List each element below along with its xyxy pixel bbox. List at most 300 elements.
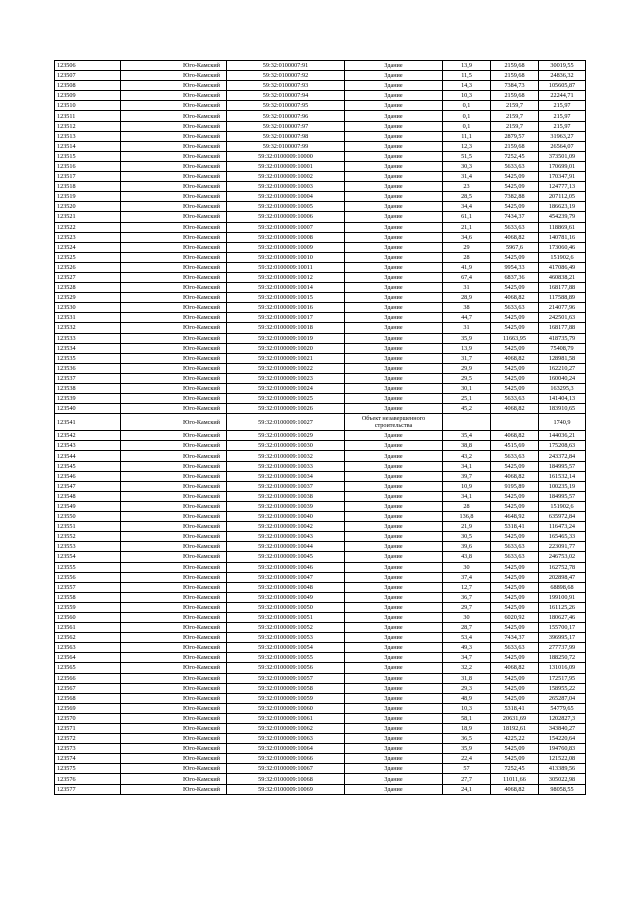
region-name: Юго-Камский: [121, 81, 227, 91]
cadastral-value: 199100,91: [539, 592, 586, 602]
table-row: [55, 461, 586, 471]
row-number: 123527: [55, 272, 121, 282]
cadastral-number: 59:32:0100009:10010: [227, 252, 345, 262]
table-row: [55, 272, 586, 282]
table-row: [55, 192, 586, 202]
object-type: Здание: [345, 431, 443, 441]
table-row: [55, 323, 586, 333]
row-number: 123556: [55, 572, 121, 582]
cadastral-number: 59:32:0100009:10026: [227, 404, 345, 414]
cadastral-value: 170699,01: [539, 161, 586, 171]
cadastral-value: 343840,27: [539, 724, 586, 734]
area-value: 14,3: [443, 81, 491, 91]
table-row: [55, 404, 586, 414]
region-name: Юго-Камский: [121, 491, 227, 501]
row-number: 123551: [55, 522, 121, 532]
unit-value: 5425,09: [491, 313, 539, 323]
cadastral-value: 305022,98: [539, 774, 586, 784]
row-number: 123568: [55, 693, 121, 703]
unit-value: 2159,7: [491, 121, 539, 131]
area-value: 29,5: [443, 373, 491, 383]
cadastral-value: 100235,19: [539, 481, 586, 491]
region-name: Юго-Камский: [121, 734, 227, 744]
unit-value: 4068,82: [491, 663, 539, 673]
cadastral-value: 163295,3: [539, 384, 586, 394]
table-row: [55, 653, 586, 663]
cadastral-number: 59:32:0100009:10014: [227, 283, 345, 293]
area-value: 35,9: [443, 333, 491, 343]
cadastral-number: 59:32:0100009:10007: [227, 222, 345, 232]
unit-value: [491, 414, 539, 431]
row-number: 123571: [55, 724, 121, 734]
area-value: 28: [443, 252, 491, 262]
unit-value: 11011,66: [491, 774, 539, 784]
area-value: 28,7: [443, 623, 491, 633]
region-name: Юго-Камский: [121, 542, 227, 552]
cadastral-number: 59:32:0100009:10017: [227, 313, 345, 323]
cadastral-value: 277737,99: [539, 643, 586, 653]
object-type: Здание: [345, 673, 443, 683]
region-name: Юго-Камский: [121, 313, 227, 323]
cadastral-number: 59:32:0100009:10058: [227, 683, 345, 693]
table-row: [55, 693, 586, 703]
row-number: 123575: [55, 764, 121, 774]
region-name: Юго-Камский: [121, 562, 227, 572]
area-value: 136,8: [443, 512, 491, 522]
cadastral-number: 59:32:0100009:10054: [227, 643, 345, 653]
unit-value: 5967,6: [491, 242, 539, 252]
region-name: Юго-Камский: [121, 323, 227, 333]
cadastral-value: 105605,87: [539, 81, 586, 91]
cadastral-value: 170347,91: [539, 172, 586, 182]
object-type: Здание: [345, 592, 443, 602]
object-type: Здание: [345, 734, 443, 744]
area-value: 18,9: [443, 724, 491, 734]
area-value: 39,6: [443, 542, 491, 552]
row-number: 123572: [55, 734, 121, 744]
object-type: Здание: [345, 323, 443, 333]
object-type: Здание: [345, 764, 443, 774]
region-name: Юго-Камский: [121, 343, 227, 353]
table-row: [55, 542, 586, 552]
object-type: Здание: [345, 653, 443, 663]
unit-value: 4068,82: [491, 232, 539, 242]
unit-value: 5633,63: [491, 542, 539, 552]
object-type: Здание: [345, 313, 443, 323]
cadastral-number: 59:32:0100007:95: [227, 101, 345, 111]
area-value: 24,1: [443, 784, 491, 794]
region-name: Юго-Камский: [121, 272, 227, 282]
row-number: 123537: [55, 373, 121, 383]
region-name: Юго-Камский: [121, 283, 227, 293]
region-name: Юго-Камский: [121, 532, 227, 542]
region-name: Юго-Камский: [121, 441, 227, 451]
row-number: 123526: [55, 262, 121, 272]
region-name: Юго-Камский: [121, 333, 227, 343]
table-row: [55, 202, 586, 212]
cadastral-number: 59:32:0100009:10052: [227, 623, 345, 633]
unit-value: 5425,09: [491, 172, 539, 182]
table-row: [55, 343, 586, 353]
unit-value: 5633,63: [491, 643, 539, 653]
area-value: 35,9: [443, 744, 491, 754]
region-name: Юго-Камский: [121, 471, 227, 481]
area-value: 61,1: [443, 212, 491, 222]
unit-value: 5425,09: [491, 582, 539, 592]
object-type: Здание: [345, 61, 443, 71]
cadastral-value: 68898,68: [539, 582, 586, 592]
cadastral-number: 59:32:0100009:10064: [227, 744, 345, 754]
cadastral-number: 59:32:0100009:10029: [227, 431, 345, 441]
cadastral-number: 59:32:0100009:10024: [227, 384, 345, 394]
region-name: Юго-Камский: [121, 522, 227, 532]
cadastral-number: 59:32:0100009:10011: [227, 262, 345, 272]
object-type: Здание: [345, 744, 443, 754]
area-value: 36,7: [443, 592, 491, 602]
region-name: Юго-Камский: [121, 724, 227, 734]
cadastral-number: 59:32:0100009:10050: [227, 602, 345, 612]
table-row: [55, 373, 586, 383]
area-value: 43,8: [443, 552, 491, 562]
region-name: Юго-Камский: [121, 512, 227, 522]
cadastral-number: 59:32:0100009:10062: [227, 724, 345, 734]
area-value: 13,9: [443, 61, 491, 71]
region-name: Юго-Камский: [121, 461, 227, 471]
table-row: [55, 532, 586, 542]
row-number: 123517: [55, 172, 121, 182]
cadastral-value: 26564,07: [539, 141, 586, 151]
area-value: 10,3: [443, 703, 491, 713]
cadastral-value: 215,97: [539, 111, 586, 121]
area-value: 53,4: [443, 633, 491, 643]
row-number: 123573: [55, 744, 121, 754]
object-type: Здание: [345, 522, 443, 532]
cadastral-value: 188250,72: [539, 653, 586, 663]
region-name: Юго-Камский: [121, 394, 227, 404]
object-type: Здание: [345, 111, 443, 121]
region-name: Юго-Камский: [121, 242, 227, 252]
cadastral-number: 59:32:0100009:10060: [227, 703, 345, 713]
area-value: 10,9: [443, 481, 491, 491]
table-row: [55, 602, 586, 612]
table-row: [55, 232, 586, 242]
cadastral-number: 59:32:0100009:10018: [227, 323, 345, 333]
row-number: 123554: [55, 552, 121, 562]
row-number: 123508: [55, 81, 121, 91]
table-row: [55, 262, 586, 272]
cadastral-number: 59:32:0100009:10051: [227, 612, 345, 622]
area-value: 31,7: [443, 353, 491, 363]
object-type: Здание: [345, 623, 443, 633]
unit-value: 5425,09: [491, 572, 539, 582]
row-number: 123561: [55, 623, 121, 633]
region-name: Юго-Камский: [121, 101, 227, 111]
table-row: [55, 161, 586, 171]
unit-value: 5633,63: [491, 451, 539, 461]
cadastral-value: 180627,46: [539, 612, 586, 622]
row-number: 123545: [55, 461, 121, 471]
table-row: [55, 451, 586, 461]
region-name: Юго-Камский: [121, 623, 227, 633]
cadastral-number: 59:32:0100007:98: [227, 131, 345, 141]
unit-value: 5425,09: [491, 744, 539, 754]
cadastral-number: 59:32:0100007:93: [227, 81, 345, 91]
row-number: 123520: [55, 202, 121, 212]
row-number: 123546: [55, 471, 121, 481]
unit-value: 5425,09: [491, 202, 539, 212]
object-type: Здание: [345, 542, 443, 552]
object-type: Здание: [345, 404, 443, 414]
area-value: 57: [443, 764, 491, 774]
cadastral-number: 59:32:0100009:10069: [227, 784, 345, 794]
row-number: 123563: [55, 643, 121, 653]
row-number: 123530: [55, 303, 121, 313]
cadastral-number: 59:32:0100009:10055: [227, 653, 345, 663]
cadastral-value: 373501,09: [539, 151, 586, 161]
row-number: 123552: [55, 532, 121, 542]
table-row: [55, 592, 586, 602]
unit-value: 7434,37: [491, 212, 539, 222]
cadastral-value: 54779,65: [539, 703, 586, 713]
table-row: [55, 81, 586, 91]
cadastral-value: 161532,14: [539, 471, 586, 481]
table-row: [55, 252, 586, 262]
unit-value: 9195,89: [491, 481, 539, 491]
cadastral-value: 165465,33: [539, 532, 586, 542]
row-number: 123533: [55, 333, 121, 343]
region-name: Юго-Камский: [121, 202, 227, 212]
cadastral-number: 59:32:0100009:10037: [227, 481, 345, 491]
row-number: 123549: [55, 501, 121, 511]
table-row: [55, 431, 586, 441]
unit-value: 4068,82: [491, 293, 539, 303]
region-name: Юго-Камский: [121, 764, 227, 774]
row-number: 123513: [55, 131, 121, 141]
cadastral-value: 172517,95: [539, 673, 586, 683]
object-type: Здание: [345, 343, 443, 353]
object-type: Здание: [345, 754, 443, 764]
object-type: Здание: [345, 272, 443, 282]
cadastral-value: 117588,89: [539, 293, 586, 303]
cadastral-number: 59:32:0100007:92: [227, 71, 345, 81]
object-type: Здание: [345, 441, 443, 451]
table-row: [55, 303, 586, 313]
object-type: Здание: [345, 363, 443, 373]
object-type: Здание: [345, 303, 443, 313]
cadastral-number: 59:32:0100009:10033: [227, 461, 345, 471]
area-value: 11,5: [443, 71, 491, 81]
cadastral-value: 215,97: [539, 121, 586, 131]
cadastral-number: 59:32:0100009:10048: [227, 582, 345, 592]
object-type: Здание: [345, 451, 443, 461]
cadastral-number: 59:32:0100009:10034: [227, 471, 345, 481]
cadastral-number: 59:32:0100007:94: [227, 91, 345, 101]
unit-value: 5425,09: [491, 683, 539, 693]
table-row: [55, 283, 586, 293]
unit-value: 5425,09: [491, 343, 539, 353]
row-number: 123506: [55, 61, 121, 71]
row-number: 123539: [55, 394, 121, 404]
cadastral-number: 59:32:0100009:10046: [227, 562, 345, 572]
table-row: [55, 612, 586, 622]
unit-value: 11663,95: [491, 333, 539, 343]
area-value: 34,1: [443, 461, 491, 471]
table-row: [55, 663, 586, 673]
row-number: 123562: [55, 633, 121, 643]
area-value: 39,7: [443, 471, 491, 481]
cadastral-value: 207112,05: [539, 192, 586, 202]
data-table: [54, 60, 586, 795]
area-value: 36,5: [443, 734, 491, 744]
region-name: Юго-Камский: [121, 703, 227, 713]
row-number: 123543: [55, 441, 121, 451]
region-name: Юго-Камский: [121, 161, 227, 171]
area-value: 28,9: [443, 293, 491, 303]
cadastral-number: 59:32:0100009:10045: [227, 552, 345, 562]
area-value: 38,8: [443, 441, 491, 451]
region-name: Юго-Камский: [121, 222, 227, 232]
unit-value: 5425,09: [491, 323, 539, 333]
cadastral-number: 59:32:0100009:10003: [227, 182, 345, 192]
cadastral-number: 59:32:0100009:10000: [227, 151, 345, 161]
cadastral-value: 417086,49: [539, 262, 586, 272]
table-row: [55, 481, 586, 491]
cadastral-number: 59:32:0100009:10039: [227, 501, 345, 511]
area-value: 58,1: [443, 713, 491, 723]
unit-value: 18192,61: [491, 724, 539, 734]
object-type: Здание: [345, 384, 443, 394]
region-name: Юго-Камский: [121, 232, 227, 242]
area-value: 28,5: [443, 192, 491, 202]
area-value: 12,7: [443, 582, 491, 592]
region-name: Юго-Камский: [121, 61, 227, 71]
area-value: 21,9: [443, 522, 491, 532]
unit-value: 4648,92: [491, 512, 539, 522]
object-type: Здание: [345, 724, 443, 734]
cadastral-value: 151902,6: [539, 501, 586, 511]
cadastral-value: 413389,56: [539, 764, 586, 774]
cadastral-value: 418735,79: [539, 333, 586, 343]
cadastral-value: 162752,78: [539, 562, 586, 572]
cadastral-value: 635972,84: [539, 512, 586, 522]
table-row: [55, 552, 586, 562]
cadastral-value: 161125,26: [539, 602, 586, 612]
cadastral-value: 173060,46: [539, 242, 586, 252]
cadastral-value-table: [54, 60, 585, 795]
row-number: 123538: [55, 384, 121, 394]
unit-value: 5425,09: [491, 562, 539, 572]
object-type: Здание: [345, 161, 443, 171]
region-name: Юго-Камский: [121, 713, 227, 723]
cadastral-value: 160040,24: [539, 373, 586, 383]
object-type: Здание: [345, 121, 443, 131]
cadastral-value: 194760,83: [539, 744, 586, 754]
row-number: 123555: [55, 562, 121, 572]
area-value: 49,3: [443, 643, 491, 653]
table-row: [55, 293, 586, 303]
region-name: Юго-Камский: [121, 451, 227, 461]
cadastral-value: 124777,13: [539, 182, 586, 192]
table-row: [55, 101, 586, 111]
table-row: [55, 522, 586, 532]
region-name: Юго-Камский: [121, 303, 227, 313]
object-type: Здание: [345, 471, 443, 481]
cadastral-value: 128981,58: [539, 353, 586, 363]
table-row: [55, 562, 586, 572]
unit-value: 5425,09: [491, 623, 539, 633]
cadastral-value: 202898,47: [539, 572, 586, 582]
cadastral-number: 59:32:0100009:10047: [227, 572, 345, 582]
region-name: Юго-Камский: [121, 592, 227, 602]
region-name: Юго-Камский: [121, 373, 227, 383]
area-value: 45,2: [443, 404, 491, 414]
row-number: 123557: [55, 582, 121, 592]
cadastral-number: 59:32:0100009:10038: [227, 491, 345, 501]
object-type: Здание: [345, 283, 443, 293]
cadastral-number: 59:32:0100009:10056: [227, 663, 345, 673]
region-name: Юго-Камский: [121, 131, 227, 141]
table-row: [55, 222, 586, 232]
cadastral-number: 59:32:0100007:99: [227, 141, 345, 151]
object-type: Здание: [345, 481, 443, 491]
cadastral-value: 214077,96: [539, 303, 586, 313]
cadastral-value: 243372,84: [539, 451, 586, 461]
table-row: [55, 394, 586, 404]
unit-value: 5425,09: [491, 653, 539, 663]
area-value: 30,5: [443, 532, 491, 542]
row-number: 123515: [55, 151, 121, 161]
table-row: [55, 441, 586, 451]
table-row: [55, 131, 586, 141]
unit-value: 5425,09: [491, 182, 539, 192]
row-number: 123524: [55, 242, 121, 252]
cadastral-number: 59:32:0100009:10057: [227, 673, 345, 683]
region-name: Юго-Камский: [121, 572, 227, 582]
table-row: [55, 71, 586, 81]
unit-value: 5425,09: [491, 532, 539, 542]
row-number: 123519: [55, 192, 121, 202]
table-row: [55, 572, 586, 582]
cadastral-number: 59:32:0100009:10040: [227, 512, 345, 522]
object-type: Здание: [345, 633, 443, 643]
cadastral-value: 168177,88: [539, 283, 586, 293]
table-row: [55, 683, 586, 693]
table-row: [55, 384, 586, 394]
unit-value: 5425,09: [491, 602, 539, 612]
object-type: Здание: [345, 394, 443, 404]
table-row: [55, 501, 586, 511]
cadastral-number: 59:32:0100009:10061: [227, 713, 345, 723]
object-type: Здание: [345, 693, 443, 703]
area-value: 31: [443, 323, 491, 333]
area-value: [443, 414, 491, 431]
cadastral-number: 59:32:0100009:10002: [227, 172, 345, 182]
unit-value: 4225,22: [491, 734, 539, 744]
object-type: Здание: [345, 172, 443, 182]
cadastral-number: 59:32:0100009:10053: [227, 633, 345, 643]
object-type: Здание: [345, 242, 443, 252]
cadastral-value: 175208,63: [539, 441, 586, 451]
row-number: 123536: [55, 363, 121, 373]
unit-value: 5633,63: [491, 303, 539, 313]
region-name: Юго-Камский: [121, 91, 227, 101]
area-value: 67,4: [443, 272, 491, 282]
unit-value: 5425,09: [491, 384, 539, 394]
region-name: Юго-Камский: [121, 141, 227, 151]
object-type: Здание: [345, 131, 443, 141]
unit-value: 4068,82: [491, 784, 539, 794]
object-type: Здание: [345, 202, 443, 212]
